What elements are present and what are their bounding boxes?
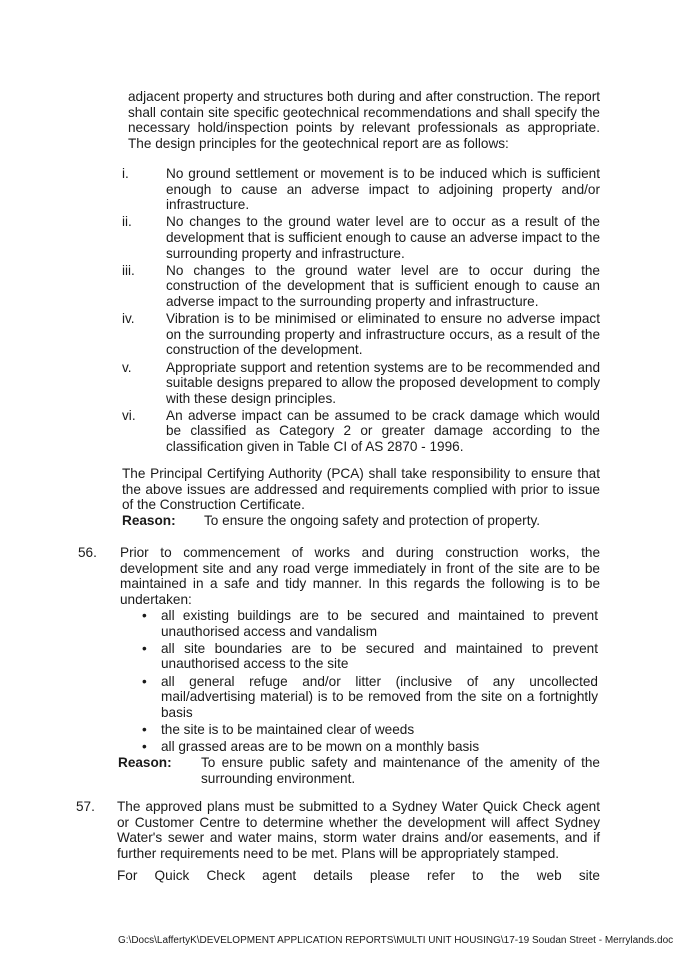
list-item-text: all existing buildings are to be secured and maintained to prevent unauthorised access and vandalism [161,608,598,639]
reason-text: To ensure the ongoing safety and protection of property. [204,513,541,528]
list-item [122,311,600,358]
condition-57-last-line: For Quick Check agent details please refer to the web site [117,868,600,883]
condition-number: 56. [78,545,97,560]
bullet-icon: • [142,721,147,737]
list-item [122,360,600,407]
list-item-text: the site is to be maintained clear of weeds [161,721,415,737]
list-item-text: Vibration is to be minimised or eliminated to ensure no adverse impact on the surrounding property and infrastructure occurs, as a result of the construction of the development. [166,311,600,358]
intro-paragraph: adjacent property and structures both during and after construction. The report shall contain site specific geotechnical recommendations and shall specify the necessary hold/inspection points by relevant professionals as appropriate. The design principles for the geotechnical report are as follows: [128,89,600,151]
list-item [140,641,598,672]
list-item-number: vi. [122,407,136,423]
bullet-icon: • [142,673,147,689]
list-item [122,166,600,213]
list-item [122,214,600,261]
list-item [122,408,600,455]
reason-text: To ensure public safety and maintenance of the amenity of the surrounding environment. [201,755,600,786]
condition-number: 57. [76,799,95,814]
list-item-text: No ground settlement or movement is to be induced which is sufficient enough to cause an adverse impact to adjoining property and/or infrastructure. [166,166,600,213]
list-item-text: all site boundaries are to be secured and maintained to prevent unauthorised access to the site [161,640,598,672]
pca-paragraph: The Principal Certifying Authority (PCA) shall take responsibility to ensure that the above issues are addressed and requirements complied with prior to issue of the Construction Certificate. [122,466,600,513]
design-principles-list [122,166,600,456]
maintenance-bullet-list [140,608,598,756]
list-item [140,739,598,755]
reason-label: Reason: [118,755,172,770]
document-file-path: G:\Docs\LaffertyK\DEVELOPMENT APPLICATION REPORTS\MULTI UNIT HOUSING\17-19 Soudan Street - Merrylands.doc [118,935,674,946]
bullet-icon: • [142,608,147,623]
list-item-text: An adverse impact can be assumed to be crack damage which would be classified as Category 2 or greater damage according to the classification given in Table CI of AS 2870 - 1996. [166,407,600,455]
list-item [122,263,600,310]
list-item-text: No changes to the ground water level are to occur as a result of the development that is sufficient enough to cause an adverse impact to the surrounding property and infrastructure. [166,214,600,261]
reason-label: Reason: [122,513,176,528]
bullet-icon: • [142,739,147,755]
condition-56-text: Prior to commencement of works and during construction works, the development site and any road verge immediately in front of the site are to be maintained in a safe and tidy manner. In this regards the following is to be undertaken: [120,545,600,607]
list-item-number: iii. [122,262,135,278]
list-item-text: all general refuge and/or litter (inclusive of any uncollected mail/advertising material) is to be removed from the site on a fortnightly basis [161,673,598,720]
list-item-text: No changes to the ground water level are to occur during the construction of the development that is sufficient enough to cause an adverse impact to the surrounding property and infrastructure. [166,262,600,309]
list-item-number: i. [122,166,129,181]
list-item [140,722,598,738]
list-item-number: ii. [122,214,132,230]
list-item-number: v. [122,359,132,375]
bullet-icon: • [142,640,147,656]
list-item [140,674,598,721]
list-item-number: iv. [122,311,135,327]
list-item-text: Appropriate support and retention systems are to be recommended and suitable designs prepared to allow the proposed development to comply with these design principles. [166,359,600,406]
list-item [140,608,598,639]
list-item-text: all grassed areas are to be mown on a monthly basis [161,739,480,755]
condition-57-text: The approved plans must be submitted to a Sydney Water Quick Check agent or Customer Centre to determine whether the development will affect Sydney Water's sewer and water mains, storm water drains and/or easements, and if further requirements need to be met. Plans will be appropriately stamped. [117,799,600,861]
